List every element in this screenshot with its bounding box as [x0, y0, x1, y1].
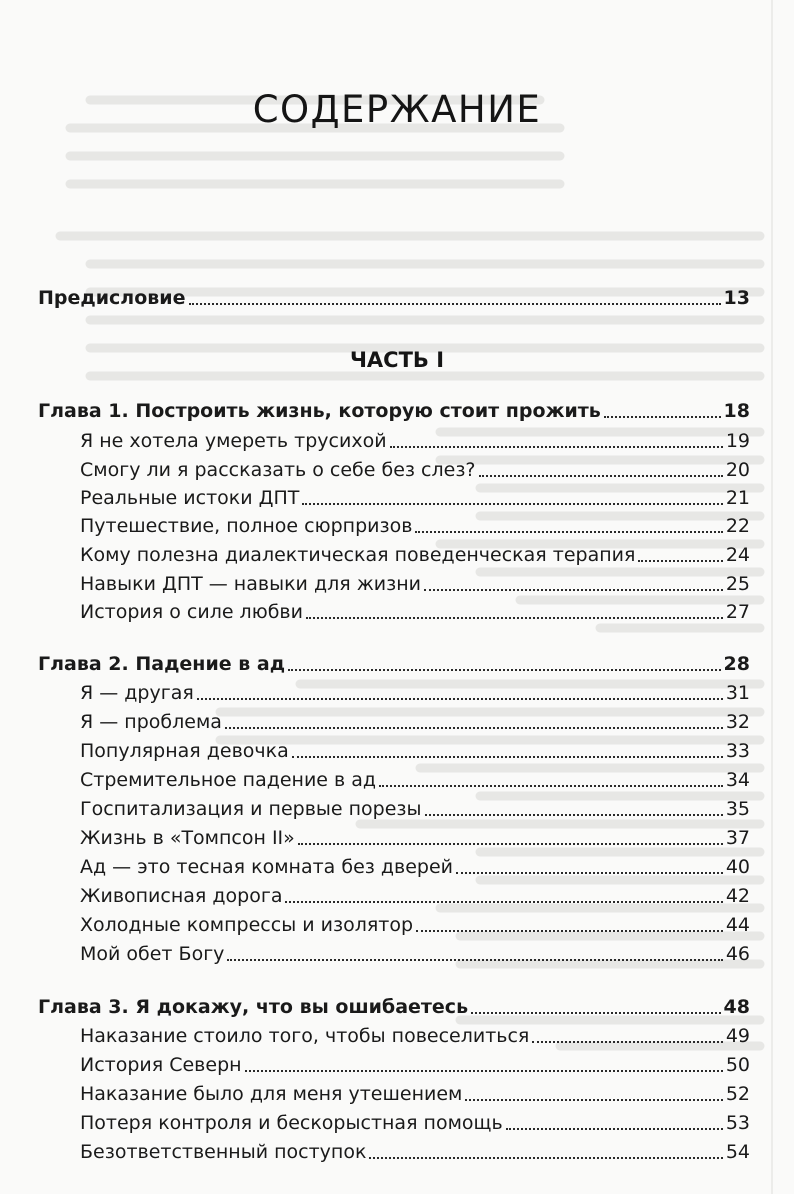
toc-entry-title: Я — проблема: [80, 711, 222, 733]
toc-page-number: 54: [725, 1141, 750, 1163]
toc-section-entry: [80, 512, 750, 540]
toc-page-number: 22: [725, 515, 750, 537]
toc-section-entry: [80, 570, 750, 598]
toc-page-number: 48: [723, 996, 750, 1018]
toc-chapter-entry: [38, 650, 750, 678]
dot-leader: [425, 813, 723, 816]
toc-entry-title: Кому полезна диалектическая поведенческая терапия: [80, 544, 636, 566]
toc-page-number: 40: [725, 856, 750, 878]
dot-leader: [390, 445, 723, 448]
dot-leader: [225, 726, 723, 729]
toc-entry-title: Я — другая: [80, 682, 194, 704]
toc-page-number: 19: [725, 430, 750, 452]
dot-leader: [197, 697, 723, 700]
toc-page-number: 18: [723, 400, 750, 422]
dot-leader: [302, 502, 722, 505]
toc-entry-title: Глава 2. Падение в ад: [38, 653, 286, 675]
toc-section-entry: [80, 484, 750, 512]
toc-entry-title: Наказание стоило того, чтобы повеселиться: [80, 1025, 530, 1047]
dot-leader: [506, 1127, 723, 1130]
dot-leader: [465, 1098, 722, 1101]
toc-entry-title: Стремительное падение в ад: [80, 769, 377, 791]
toc-section-entry: [80, 1109, 750, 1137]
toc-page-number: 25: [725, 573, 750, 595]
dot-leader: [532, 1040, 722, 1043]
toc-entry-title: История о силе любви: [80, 601, 303, 623]
toc-section-entry: [80, 1080, 750, 1108]
dot-leader: [456, 871, 723, 874]
toc-page-number: 20: [725, 459, 750, 481]
toc-entry-title: Глава 3. Я докажу, что вы ошибаетесь: [38, 996, 469, 1018]
toc-page-number: 37: [725, 827, 750, 849]
dot-leader: [288, 668, 720, 671]
toc-section-entry: [80, 708, 750, 736]
toc-section-entry: [80, 882, 750, 910]
toc-entry-title: Предисловие: [38, 287, 186, 309]
dot-leader: [285, 900, 722, 903]
toc-section-entry: [80, 427, 750, 455]
toc-section-entry: [80, 1022, 750, 1050]
toc-chapter-entry: [38, 397, 750, 425]
toc-entry-title: Безответственный поступок: [80, 1141, 367, 1163]
part-title: ЧАСТЬ I: [349, 348, 445, 372]
toc-chapter-entry: [38, 284, 750, 312]
toc-page-number: 53: [725, 1112, 750, 1134]
toc-section-entry: [80, 940, 750, 968]
toc-section-entry: [80, 456, 750, 484]
toc-entry-title: Реальные истоки ДПТ: [80, 487, 300, 509]
toc-page-number: 33: [725, 740, 750, 762]
toc-page-number: 21: [725, 487, 750, 509]
toc-section-entry: [80, 679, 750, 707]
toc-entry-title: Я не хотела умереть трусихой: [80, 430, 387, 452]
toc-section-entry: [80, 911, 750, 939]
toc-section-entry: [80, 824, 750, 852]
toc-page-number: 27: [725, 601, 750, 623]
toc-section-entry: [80, 737, 750, 765]
dot-leader: [471, 1011, 720, 1014]
toc-page-number: 24: [725, 544, 750, 566]
dot-leader: [379, 784, 723, 787]
toc-entry-title: Потеря контроля и бескорыстная помощь: [80, 1112, 503, 1134]
toc-page-number: 42: [725, 885, 750, 907]
toc-entry-title: Навыки ДПТ — навыки для жизни: [80, 573, 422, 595]
toc-entry-title: Путешествие, полное сюрпризов: [80, 515, 413, 537]
toc-page-number: 28: [723, 653, 750, 675]
toc-page-number: 50: [725, 1054, 750, 1076]
toc-page-number: 35: [725, 798, 750, 820]
toc-section-entry: [80, 1051, 750, 1079]
dot-leader: [245, 1069, 723, 1072]
dot-leader: [227, 958, 722, 961]
dot-leader: [424, 588, 723, 591]
toc-chapter-entry: [38, 993, 750, 1021]
toc-entry-title: Смогу ли я рассказать о себе без слез?: [80, 459, 476, 481]
toc-page-number: 52: [725, 1083, 750, 1105]
toc-page-number: 49: [725, 1025, 750, 1047]
toc-entry-title: Наказание было для меня утешением: [80, 1083, 463, 1105]
toc-page-number: 34: [725, 769, 750, 791]
dot-leader: [189, 302, 721, 305]
toc-entry-title: Живописная дорога: [80, 885, 283, 907]
toc-entry-title: Глава 1. Построить жизнь, которую стоит прожить: [38, 400, 601, 422]
toc-page-number: 46: [725, 943, 750, 965]
toc-entry-title: Ад — это тесная комната без дверей: [80, 856, 454, 878]
dot-leader: [415, 530, 722, 533]
page-title: СОДЕРЖАНИЕ: [252, 88, 542, 131]
dot-leader: [479, 474, 723, 477]
dot-leader: [298, 842, 723, 845]
toc-entry-title: Жизнь в «Томпсон II»: [80, 827, 295, 849]
toc-section-entry: [80, 541, 750, 569]
toc-entry-title: Популярная девочка: [80, 740, 289, 762]
toc-section-entry: [80, 766, 750, 794]
toc-page-number: 31: [725, 682, 750, 704]
dot-leader: [306, 616, 723, 619]
toc-page-number: 44: [725, 914, 750, 936]
dot-leader: [604, 415, 721, 418]
dot-leader: [292, 755, 723, 758]
toc-section-entry: [80, 795, 750, 823]
dot-leader: [638, 559, 722, 562]
dot-leader: [369, 1156, 722, 1159]
dot-leader: [416, 929, 723, 932]
toc-entry-title: Госпитализация и первые порезы: [80, 798, 422, 820]
toc-section-entry: [80, 853, 750, 881]
toc-page-number: 13: [723, 287, 750, 309]
toc-section-entry: [80, 598, 750, 626]
toc-entry-title: Мой обет Богу: [80, 943, 225, 965]
toc-entry-title: Холодные компрессы и изолятор: [80, 914, 414, 936]
toc-entry-title: История Северн: [80, 1054, 242, 1076]
toc-page-number: 32: [725, 711, 750, 733]
toc-section-entry: [80, 1138, 750, 1166]
